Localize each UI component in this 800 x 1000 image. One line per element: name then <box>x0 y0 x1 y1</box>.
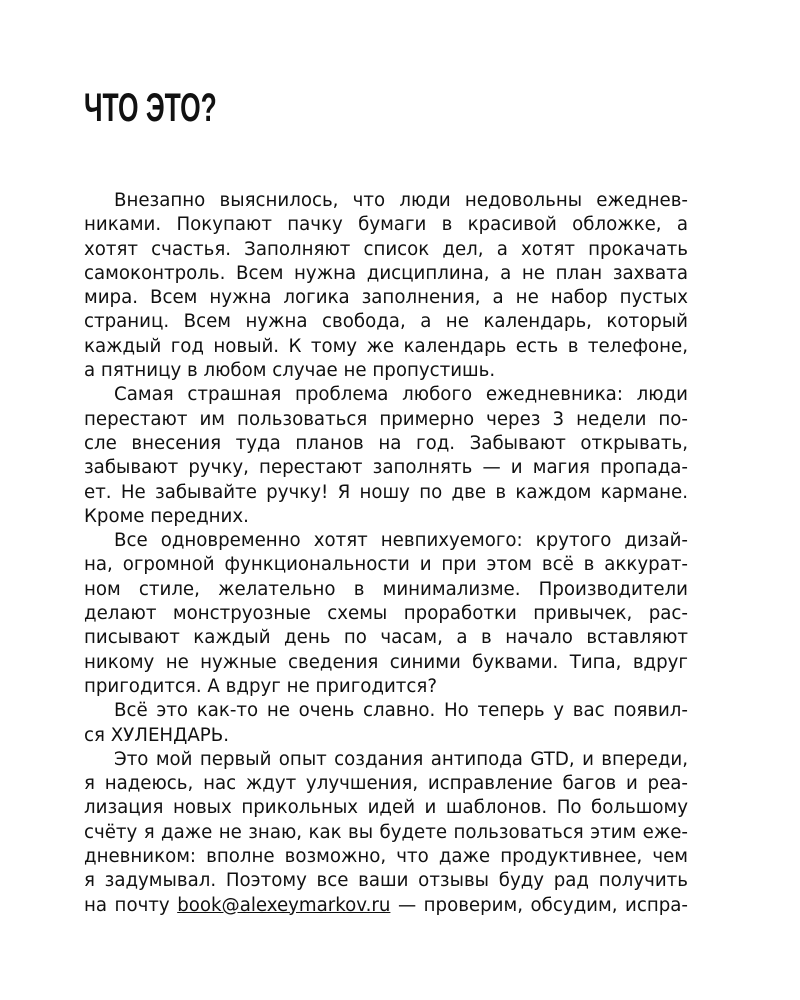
email-prefix: на почту <box>84 894 170 916</box>
text-line: а пятницу в любом случае не пропустишь. <box>84 360 496 382</box>
text-line: Все одновременно хотят невпихуемого: крутого дизай- <box>114 530 688 552</box>
text-line: на, огромной функциональности и при этом всё в аккурат- <box>84 554 688 576</box>
text-line: Самая страшная проблема любого ежедневника: люди <box>114 384 688 406</box>
text-line: писывают каждый день по часам, а в начало вставляют <box>84 627 688 649</box>
text-line: дневником: вполне возможно, что даже продуктивнее, чем <box>84 846 688 868</box>
text-line: страниц. Всем нужна свобода, а не календарь, который <box>84 311 688 333</box>
text-line: каждый год новый. К тому же календарь есть в телефоне, <box>84 335 688 357</box>
text-line: никами. Покупают пачку бумаги в красивой обложке, а <box>84 214 688 236</box>
text-line: забывают ручку, перестают заполнять — и магия пропада- <box>84 457 688 479</box>
text-line: счёту я даже не знаю, как вы будете пользоваться этим еже- <box>84 821 688 843</box>
text-line: я задумывал. Поэтому все ваши отзывы буду рад получить <box>84 870 688 892</box>
body-text <box>84 189 688 918</box>
text-line: я надеюсь, нас ждут улучшения, исправление багов и реа- <box>84 773 688 795</box>
text-line: Кроме передних. <box>84 505 249 527</box>
page-title: ЧТО ЭТО? <box>84 86 217 130</box>
text-line: Внезапно выяснилось, что люди недовольны ежеднев- <box>114 190 688 211</box>
text-line: Всё это как-то не очень славно. Но теперь у вас появил- <box>114 700 688 722</box>
text-line: пригодится. А вдруг не пригодится? <box>84 675 437 697</box>
text-line: ся ХУЛЕНДАРЬ. <box>84 724 229 746</box>
email-link[interactable]: book@alexeymarkov.ru <box>177 894 391 916</box>
text-line: ет. Не забывайте ручку! Я ношу по две в каждом кармане. <box>84 481 688 503</box>
email-suffix: — проверим, обсудим, испра- <box>397 894 688 916</box>
text-line: перестают им пользоваться примерно через 3 недели по- <box>84 408 688 430</box>
text-line: делают монструозные схемы проработки привычек, рас- <box>84 603 688 625</box>
text-line: никому не нужные сведения синими буквами. Типа, вдруг <box>84 651 688 673</box>
text-line: сле внесения туда планов на год. Забывают открывать, <box>84 432 688 454</box>
text-line: самоконтроль. Всем нужна дисциплина, а не план захвата <box>84 262 688 284</box>
text-line: Это мой первый опыт создания антипода GTD, и впереди, <box>114 748 688 770</box>
text-line-with-email <box>84 894 688 918</box>
text-line: мира. Всем нужна логика заполнения, а не набор пустых <box>84 287 688 309</box>
text-line: ном стиле, желательно в минимализме. Производители <box>84 578 688 600</box>
text-line: хотят счастья. Заполняют список дел, а хотят прокачать <box>84 238 688 260</box>
text-line: лизация новых прикольных идей и шаблонов. По большому <box>84 797 688 819</box>
